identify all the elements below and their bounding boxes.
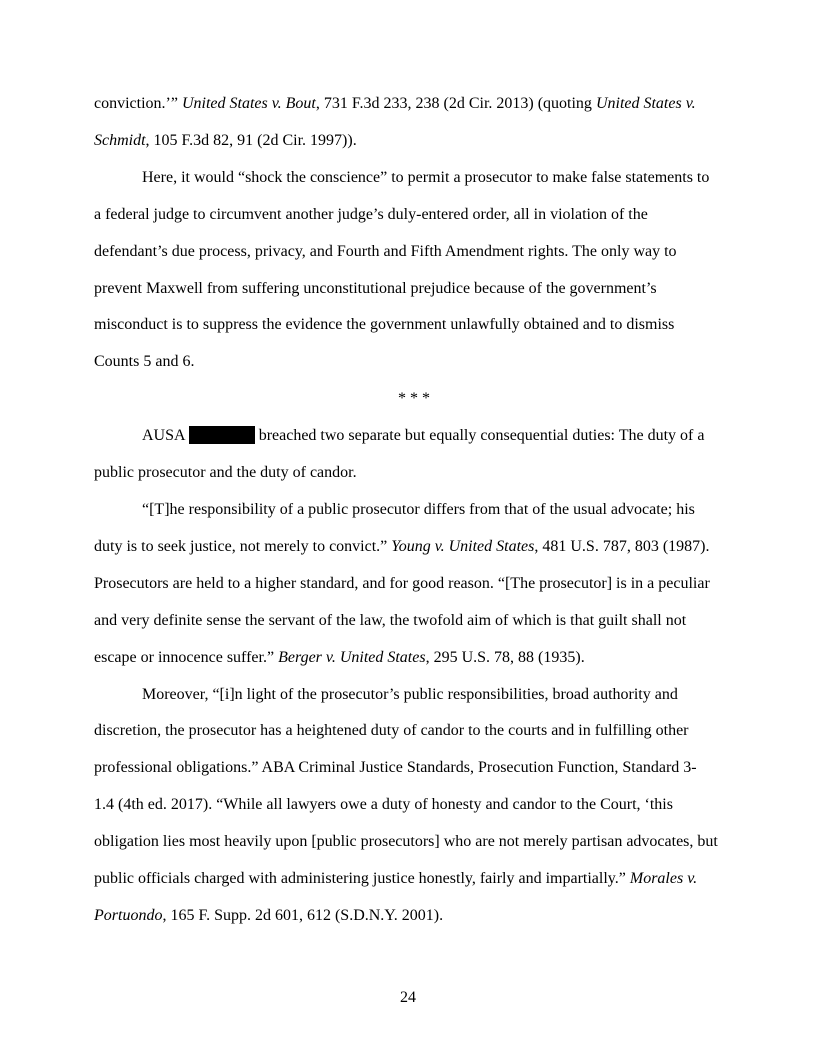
case-citation: United States v. Bout [181,95,316,112]
text-segment: , 165 F. Supp. 2d 601, 612 (S.D.N.Y. 2001). [162,906,444,924]
text-segment: and very definite sense the servant of the law, the twofold aim of which is that guilt shall not [94,611,687,629]
text-line [94,418,734,455]
text-line [94,344,734,381]
redaction-box [189,426,255,444]
text-line [94,787,734,824]
text-line [94,492,734,529]
text-line [94,677,734,714]
text-segment: conviction.’” [94,95,182,112]
text-segment: Moreover, “[i]n light of the prosecutor’s public responsibilities, broad authority and [142,685,678,703]
text-segment: public prosecutor and the duty of candor. [94,464,357,482]
text-segment: AUSA [142,427,189,445]
case-citation: Young v. United States [391,537,535,555]
case-citation: United States v. [595,95,696,112]
text-segment: , 481 U.S. 787, 803 (1987). [534,537,710,555]
text-line [94,640,734,677]
text-segment: breached two separate but equally consequential duties: The duty of a [254,427,705,445]
text-line [94,271,734,308]
text-segment: a federal judge to circumvent another judge’s duly-entered order, all in violation of the [94,205,648,223]
document-body [94,86,734,935]
case-citation: Portuondo [94,906,163,924]
text-segment: obligation lies most heavily upon [public prosecutors] who are not merely partisan advocates, but [94,833,718,851]
page-number: 24 [400,989,416,1006]
text-line [94,824,734,861]
case-citation: Morales v. [629,870,698,888]
text-line [94,529,734,566]
text-segment: misconduct is to suppress the evidence the government unlawfully obtained and to dismiss [94,316,675,334]
text-segment: , 105 F.3d 82, 91 (2d Cir. 1997)). [145,131,357,149]
text-line [94,713,734,750]
text-segment: prevent Maxwell from suffering unconstitutional prejudice because of the government’s [94,279,657,297]
text-line [94,123,734,160]
text-line [94,566,734,603]
section-break-line [94,381,734,418]
text-line [94,86,734,123]
text-segment: , 731 F.3d 233, 238 (2d Cir. 2013) (quoting [315,95,596,112]
text-segment: , 295 U.S. 78, 88 (1935). [425,648,585,666]
text-line [94,307,734,344]
case-citation: Schmidt [94,131,146,149]
text-segment: Prosecutors are held to a higher standard, and for good reason. “[The prosecutor] is in a peculiar [94,574,710,592]
text-line [94,603,734,640]
text-segment: “[T]he responsibility of a public prosecutor differs from that of the usual advocate; his [142,500,695,518]
text-line [94,234,734,271]
text-segment: 1.4 (4th ed. 2017). “While all lawyers owe a duty of honesty and candor to the Court, ‘this [94,796,673,814]
text-segment: Counts 5 and 6. [94,353,195,371]
case-citation: Berger v. United States [278,648,426,666]
text-segment: professional obligations.” ABA Criminal Justice Standards, Prosecution Function, Standard 3- [94,759,697,777]
text-segment: escape or innocence suffer.” [94,648,279,666]
text-line [94,197,734,234]
text-line [94,750,734,787]
text-segment: Here, it would “shock the conscience” to permit a prosecutor to make false statements to [142,168,710,186]
text-line [94,455,734,492]
text-segment: public officials charged with administering justice honestly, fairly and impartially.” [94,870,630,888]
text-segment: duty is to seek justice, not merely to convict.” [94,537,392,555]
text-segment: discretion, the prosecutor has a heightened duty of candor to the courts and in fulfilling other [94,722,689,740]
text-segment: defendant’s due process, privacy, and Fourth and Fifth Amendment rights. The only way to [94,242,677,260]
text-line [94,898,734,935]
text-line [94,861,734,898]
text-line [94,160,734,197]
text-segment: * * * [398,390,430,408]
